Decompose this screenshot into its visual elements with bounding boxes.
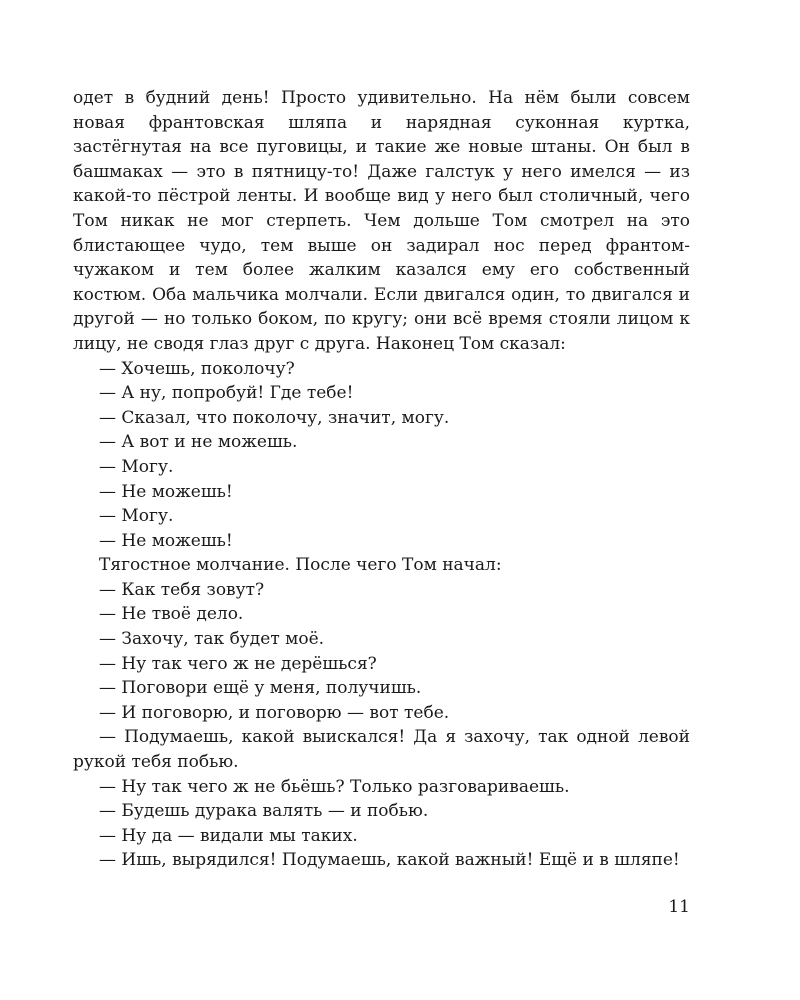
dialogue-line: — Как тебя зовут? (99, 579, 265, 600)
narration-line: Тягостное молчание. После чего Том начал: (99, 555, 502, 576)
dialogue-line: — А вот и не можешь. (99, 432, 298, 453)
dialogue-line: — Не твоё дело. (99, 604, 244, 625)
page-number: 11 (668, 897, 690, 917)
page-body (73, 86, 690, 873)
dialogue-line: — А ну, попробуй! Где тебе! (99, 383, 354, 404)
dialogue-line: — И поговорю, и поговорю — вот тебе. (99, 702, 450, 723)
dialogue-line: — Ну так чего ж не дерёшься? (99, 653, 377, 674)
dialogue-line: — Ну так чего ж не бьёшь? Только разговариваешь. (99, 776, 570, 797)
dialogue-line: — Захочу, так будет моё. (99, 629, 325, 650)
dialogue-line: — Могу. (99, 456, 174, 477)
dialogue-line: — Не можешь! (99, 530, 233, 551)
dialogue-line: — Будешь дурака валять — и побью. (99, 801, 429, 822)
dialogue-line: — Не можешь! (99, 481, 233, 502)
dialogue-line: — Сказал, что поколочу, значит, могу. (99, 407, 450, 428)
dialogue-line: — Поговори ещё у меня, получишь. (99, 678, 422, 699)
dialogue-line: — Подумаешь, какой выискался! Да я захочу, так одной левой рукой тебя побью. (73, 727, 690, 773)
dialogue-line: — Ишь, вырядился! Подумаешь, какой важный! Ещё и в шляпе! (99, 850, 680, 871)
dialogue-line: — Хочешь, поколочу? (99, 358, 295, 379)
dialogue-line: — Ну да — видали мы таких. (99, 825, 358, 846)
dialogue-line: — Могу. (99, 506, 174, 527)
opening-paragraph: одет в будний день! Просто удивительно. На нём были совсем новая франтовская шляпа и нарядная суконная куртка, застёгнутая на все пуговицы, и такие же новые штаны. Он был в башмаках — это в пятницу-то! Даже галстук у него имелся — из какой-то пёстрой ленты. И вообще вид у него был столичный, чего Том никак не мог стерпеть. Чем дольше Том смотрел на это блистающее чудо, тем выше он задирал нос перед франтом-чужаком и тем более жалким казался ему его собственный костюм. Оба мальчика молчали. Если двигался один, то двигался и другой — но только боком, по кругу; они всё время стояли лицом к лицу, не сводя глаз друг с друга. Наконец Том сказал: (73, 88, 690, 354)
